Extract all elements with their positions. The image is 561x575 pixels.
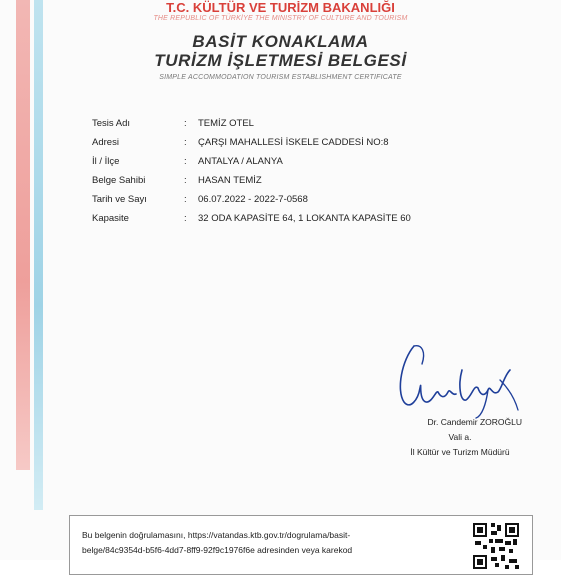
verification-line-1: Bu belgenin doğrulamasını, https://vatandas.ktb.gov.tr/dogrulama/basit- — [82, 530, 351, 540]
field-label: Adresi — [92, 137, 119, 148]
ministry-name: T.C. KÜLTÜR VE TURİZM BAKANLIĞI — [166, 0, 395, 15]
verification-line-2: belge/84c9354d-b5f6-4dd7-8ff9-92f9c1976f6e adresinden veya karekod — [82, 545, 353, 555]
field-value: ANTALYA / ALANYA — [198, 156, 283, 167]
verification-text — [82, 528, 437, 558]
verification-box — [69, 515, 533, 575]
field-value: 32 ODA KAPASİTE 64, 1 LOKANTA KAPASİTE 60 — [198, 213, 411, 224]
field-colon: : — [184, 137, 187, 148]
certificate-title-line1: BASİT KONAKLAMA — [192, 32, 369, 51]
field-colon: : — [184, 213, 187, 224]
field-colon: : — [184, 194, 187, 205]
field-label: İl / İlçe — [92, 156, 120, 167]
field-value: 06.07.2022 - 2022-7-0568 — [198, 194, 308, 205]
field-value: TEMİZ OTEL — [198, 118, 254, 129]
field-label: Tarih ve Sayı — [92, 194, 147, 205]
field-colon: : — [184, 118, 187, 129]
qr-code-icon — [471, 521, 521, 571]
field-colon: : — [184, 175, 187, 186]
field-value: HASAN TEMİZ — [198, 175, 262, 186]
field-label: Belge Sahibi — [92, 175, 146, 186]
signatory-name: Dr. Candemir ZOROĞLU — [427, 417, 522, 427]
signature-block — [380, 415, 540, 460]
field-colon: : — [184, 156, 187, 167]
ministry-name-en: THE REPUBLIC OF TÜRKİYE THE MINISTRY OF CULTURE AND TOURISM — [153, 15, 408, 22]
signature-mark — [392, 340, 522, 420]
field-label: Kapasite — [92, 213, 129, 224]
signatory-office: İl Kültür ve Turizm Müdürü — [410, 447, 510, 457]
certificate-title-line2: TURİZM İŞLETMESİ BELGESİ — [154, 51, 407, 70]
signatory-title: Vali a. — [448, 432, 472, 442]
field-label: Tesis Adı — [92, 118, 131, 129]
field-value: ÇARŞI MAHALLESİ İSKELE CADDESİ NO:8 — [198, 137, 389, 148]
certificate-title-en: SIMPLE ACCOMMODATION TOURISM ESTABLISHMENT CERTIFICATE — [159, 74, 402, 81]
